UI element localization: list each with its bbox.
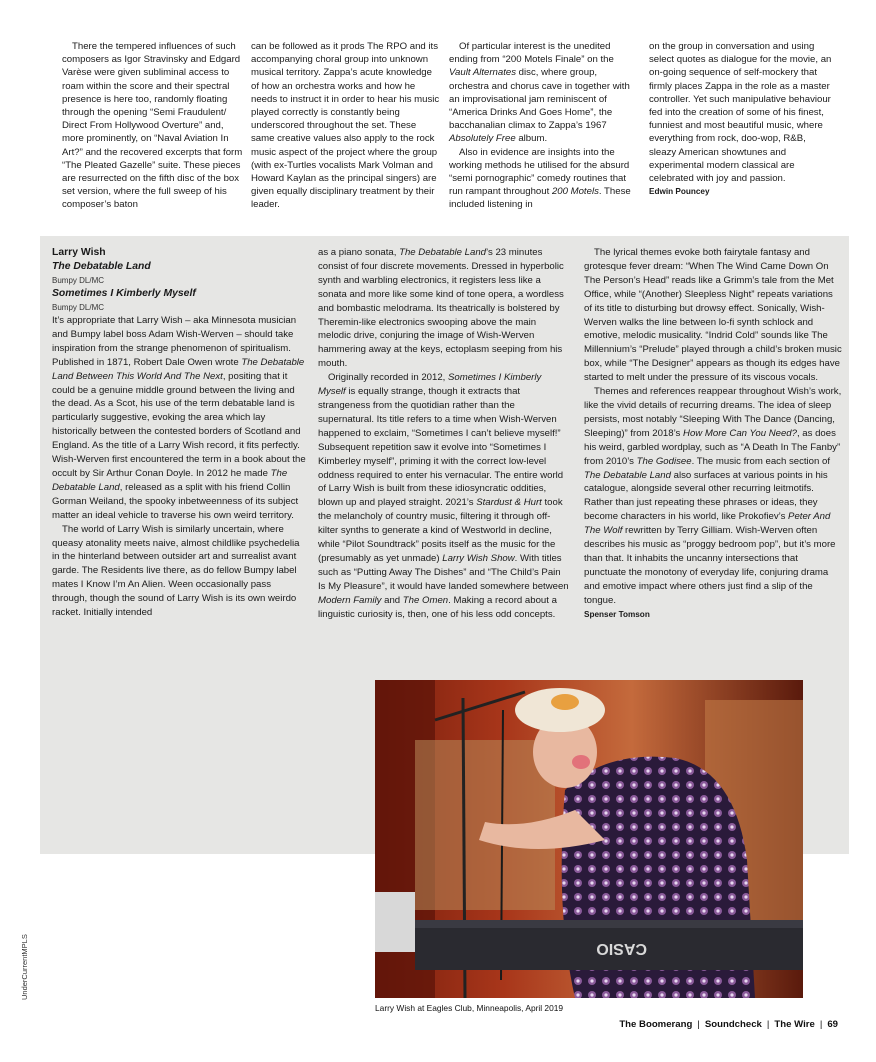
top-column-4	[649, 40, 834, 198]
paragraph: It’s appropriate that Larry Wish – aka Minnesota musician and Bumpy label boss Adam Wish-Werven – should take inspiration from the strange phenomenon of spiritualism. Published in 1871, Robert Dale Owen wrote The Debatable Land Between This World And The Next, positing that it could be a genuine middle ground between the living and the dead. As a Scot, his use of the term debatable land is particularly suggestive, evoking the area which lay historically between the contested borders of Scotland and England. As the title of a Larry Wish record, it fits perfectly. Wish-Werven first encountered the term in a book about the occult by Sir Arthur Conan Doyle. In 2012 he made The Debatable Land, released as a split with his friend Collin Gorman Weiland, the spooky inbetweenness of its subject matter an ideal vehicle to traverse his own weird territory.	[52, 315, 306, 521]
photo-credit: UnderCurrentMPLS	[20, 934, 29, 1000]
paragraph: The world of Larry Wish is similarly uncertain, where queasy atonality meets naive, almost childlike psychedelia in the hinterland between outsider art and surrealist avant garde. The Residents live there, as do fellow Bumpy label mates I Know I’m An Alien. Ween occasionally pass through, though the sound of Larry Wish is its own weirdo racket. Initially intended	[52, 523, 300, 619]
paragraph: as a piano sonata, The Debatable Land’s 23 minutes consist of four discrete movements. Dressed in hyperbolic synth and warbling electronics, it registers less like a sonata and more like some kind of tone opera, a wordless and bombastic melodrama. Its theatrically is bolstered by Theremin-like electronics swooping above the main melodic drive, conjuring the image of Wish-Werven hammering away at the keys, ectoplasm seeping from his mouth.	[318, 247, 564, 370]
footer-magazine: The Wire	[774, 1019, 815, 1030]
byline: Spenser Tomson	[584, 609, 650, 619]
paragraph: Originally recorded in 2012, Sometimes I Kimberly Myself is equally strange, though it extracts that strangeness from the quotidian rather than the supernatural. Its title refers to a time when Wish-Werven happened to exclaim, “Sometimes I can’t believe myself!” Subsequent repetition saw it evolve into “Sometimes I Kimberley myself”, priming it with the correct low-level oddness required to enter his vernacular. The entire world of Larry Wish is built from these idiosyncratic oddities, blown up and played straight. 2021’s Stardust & Hurt took the melancholy of country music, filtering it through off-kilter synths to generate a kind of Westworld in decline, while “Pilot Soundtrack” posits itself as the music for the (presumably as yet unmade) Larry Wish Show. With titles such as “Putting Away The Dishes” and “The Child’s Pain Is My Pleasure”, it would have landed somewhere between Modern Family and The Omen. Making a record about a linguistic curiosity is, then, one of his less odd concepts.	[318, 372, 569, 620]
byline: Edwin Pouncey	[649, 187, 710, 197]
footer-section: The Boomerang	[619, 1019, 693, 1030]
keyboard-brand: CASIO	[596, 940, 647, 957]
album-title: The Debatable Land	[52, 261, 151, 272]
paragraph: Of particular interest is the unedited ending from “200 Motels Finale” on the Vault Alternates disc, where group, orchestra and chorus cave in together with an improvisational jam reminiscent of “America Drinks And Goes Home”, the bacchanalian climax to Zappa’s 1967 Absolutely Free album.	[449, 41, 630, 145]
previous-review	[52, 40, 832, 212]
page-number: 69	[827, 1019, 838, 1030]
page-footer: The Boomerang | Soundcheck | The Wire | 69	[619, 1019, 838, 1030]
performer-photo	[375, 680, 803, 998]
paragraph: on the group in conversation and using select quotes as dialogue for the movie, an on-going sequence of self-mockery that firmly places Zappa in the role as a master controller. Yet such manipulative behaviour fed into the creation of some of his finest, funniest and most beautiful music, where everything from rock, doo-wop, R&B, sleazy American showtunes and experimental modern classical are celebrated with joy and passion.	[649, 41, 832, 185]
artist-name: Larry Wish	[52, 247, 106, 258]
top-column-2	[251, 40, 441, 212]
paragraph: The lyrical themes evoke both fairytale fantasy and grotesque fever dream: “When The Wind Came Down On The Person’s Head” reads like a Grimm’s tale from the Met Office, while “(Another) Sleepless Night” repeats variations of its title to disturbing but drowsy effect. Sonically, Wish-Werven walks the line between lo-fi synth schlock and emotive, melodic musicality. “Indrid Cold” sounds like The Millennium’s “Prelude” played through a child’s broken music box, while “The Designer” appears as though its edges have started to melt under the pressure of its viscous vocals.	[584, 247, 842, 384]
review-column-1	[52, 246, 306, 620]
album-title: Sometimes I Kimberly Myself	[52, 288, 196, 299]
paragraph: can be followed as it prods The RPO and its accompanying choral group into unknown musical territory. Zappa’s acute knowledge of how an orchestra works and how he needs to instruct it in order to hear his music played correctly is constantly being underscored throughout the set. These same creative values also apply to the rock music aspect of the project where the group (with ex-Turtles vocalists Mark Volman and Howard Kaylan as the principal singers) are given equally disciplinary treatment by their leader.	[251, 41, 440, 211]
review-column-2	[318, 246, 570, 621]
top-column-3	[449, 40, 637, 212]
footer-subsection: Soundcheck	[704, 1019, 762, 1030]
review-column-3	[584, 246, 842, 621]
photo-caption: Larry Wish at Eagles Club, Minneapolis, April 2019	[375, 1003, 564, 1013]
release-label: Bumpy DL/MC	[52, 303, 105, 312]
top-column-1	[62, 40, 248, 212]
release-label: Bumpy DL/MC	[52, 276, 105, 285]
paragraph: Themes and references reappear throughout Wish’s work, like the vivid details of recurring dreams. The idea of sleep persists, most notably “Sleeping With The Dance (Dancing, Sleeping)” from 2018’s How More Can You Need?, as does his weird, garbled wordplay, such as “A Death In The Fanby” from 2010’s The Godisee. The music from each section of The Debatable Land also surfaces at various points in his catalogue, alongside several other recurring leitmotifs. Rather than just repeating these phrases or ideas, they become characters in his world, like Prokofiev’s Peter And The Wolf rewritten by Terry Gilliam. Wish-Werven often describes his music as “proggy bedroom pop”, but it’s more than that. It inhabits the uncanny intersections that punctuate the monotony of everyday life, conjuring drama and emotive impact where others just find a slip of the tongue.	[584, 386, 842, 606]
paragraph: There the tempered influences of such composers as Igor Stravinsky and Edgard Varèse were given subliminal access to roam within the score and their spectral presence is here too, randomly floating through the opening “Semi Fraudulent/ Direct From Hollywood Overture” and, more prominently, on “Naval Aviation In Art?” and the recovered excerpts that form “The Pleated Gazelle” suite. These pieces are resurrected on the fifth disc of the box set version, where the full sweep of his composer’s baton	[62, 41, 243, 211]
paragraph: Also in evidence are insights into the working methods he utilised for the absurd “semi pornographic” comedy routines that run rampant throughout 200 Motels. These included listening in	[449, 146, 631, 211]
performer-illustration	[375, 680, 803, 998]
